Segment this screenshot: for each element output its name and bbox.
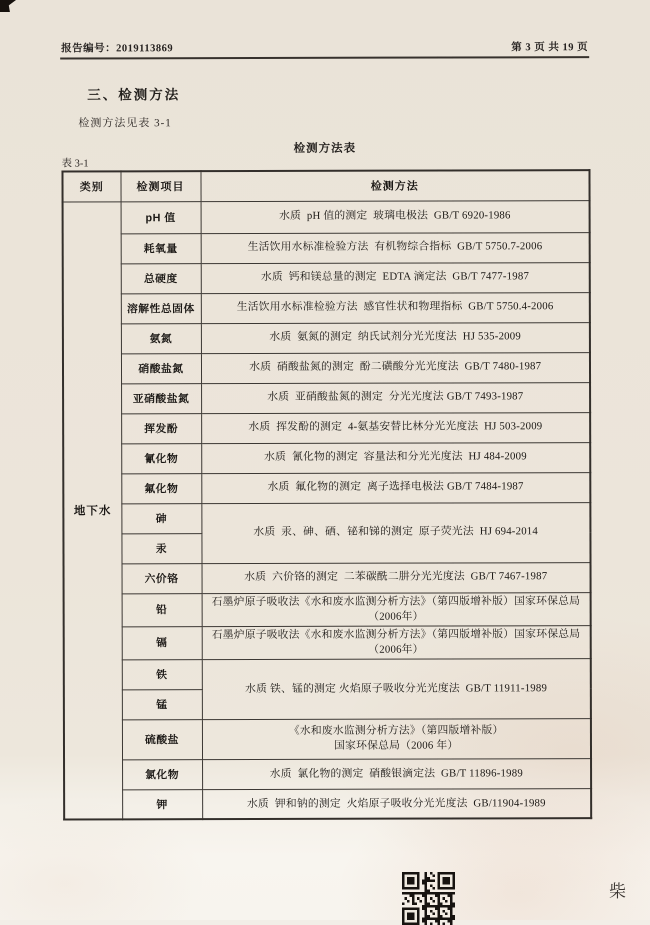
- item-cell: 铁: [122, 660, 202, 690]
- header-row: [62, 170, 589, 201]
- item-cell: pH 值: [121, 201, 201, 233]
- item-cell: 锰: [122, 690, 202, 720]
- item-cell: 镉: [122, 626, 202, 659]
- report-number-value: 2019113869: [116, 43, 174, 55]
- item-cell: 氟化物: [121, 473, 201, 503]
- method-cell: 水质 挥发酚的测定 4-氨基安替比林分光光度法 HJ 503-2009: [201, 412, 590, 443]
- table-row: [64, 562, 591, 593]
- method-cell: 水质 pH 值的测定 玻璃电极法 GB/T 6920-1986: [201, 200, 590, 233]
- table-row: [63, 322, 590, 353]
- item-cell: 砷: [121, 503, 201, 533]
- table-row: [64, 719, 591, 760]
- table-row: [63, 352, 590, 383]
- item-cell: 六价铬: [122, 563, 202, 593]
- item-cell: 铅: [122, 593, 202, 626]
- item-cell: 挥发酚: [121, 413, 201, 443]
- table-title: 检测方法表: [293, 142, 357, 155]
- page-number: 第 3 页 共 19 页: [511, 42, 589, 54]
- qr-code: [402, 872, 455, 925]
- method-cell: 水质 氯化物的测定 硝酸银滴定法 GB/T 11896-1989: [202, 759, 591, 790]
- section-heading: 三、检测方法: [87, 87, 181, 103]
- table-row: [63, 472, 590, 503]
- table-row: [63, 200, 590, 233]
- method-cell: 水质 钾和钠的测定 火焰原子吸收分光光度法 GB/11904-1989: [202, 789, 591, 820]
- method-cell: 《水和废水监测分析方法》（第四版增补版） 国家环保总局（2006 年）: [202, 719, 591, 760]
- item-cell: 亚硝酸盐氮: [121, 383, 201, 413]
- method-cell: 水质 亚硝酸盐氮的测定 分光光度法 GB/T 7493-1987: [201, 382, 590, 413]
- item-cell: 氯化物: [122, 760, 202, 790]
- table-intro: 检测方法见表 3-1: [78, 117, 172, 130]
- table-row: [63, 292, 590, 323]
- table-caption: 表 3-1: [61, 158, 89, 170]
- table-row: [64, 759, 591, 790]
- report-number-label: 报告编号：: [61, 43, 117, 55]
- column-header: 类别: [62, 171, 120, 201]
- methods-table-body: [63, 200, 592, 820]
- table-row: [63, 262, 590, 293]
- table-row: [63, 232, 590, 263]
- table-row: [64, 659, 591, 690]
- method-cell: 水质 铁、锰的测定 火焰原子吸收分光光度法 GB/T 11911-1989: [202, 659, 591, 720]
- table-row: [63, 442, 590, 473]
- method-cell: 水质 氨氮的测定 纳氏试剂分光光度法 HJ 535-2009: [201, 322, 590, 353]
- methods-table: [61, 169, 592, 821]
- table-row: [63, 382, 590, 413]
- method-cell: 生活饮用水标准检验方法 感官性状和物理指标 GB/T 5750.4-2006: [201, 292, 590, 323]
- side-mark: 柴: [609, 882, 627, 901]
- table-row: [63, 412, 590, 443]
- report-number: [61, 40, 173, 55]
- column-header: 检测项目: [120, 171, 200, 201]
- item-cell: 氨氮: [121, 323, 201, 353]
- methods-table-header: [62, 170, 589, 201]
- table-row: [64, 592, 591, 627]
- method-cell: 石墨炉原子吸收法《水和废水监测分析方法》（第四版增补版）国家环保总局（2006年）: [202, 592, 591, 626]
- method-cell: 水质 钙和镁总量的测定 EDTA 滴定法 GB/T 7477-1987: [201, 262, 590, 293]
- table-row: [64, 789, 591, 820]
- item-cell: 氰化物: [121, 443, 201, 473]
- method-cell: 水质 氟化物的测定 离子选择电极法 GB/T 7484-1987: [201, 472, 590, 503]
- method-cell: 水质 硝酸盐氮的测定 酚二磺酸分光光度法 GB/T 7480-1987: [201, 352, 590, 383]
- header-rule: [60, 56, 589, 59]
- item-cell: 耗氧量: [121, 233, 201, 263]
- table-row: [64, 625, 591, 660]
- column-header: 检测方法: [200, 170, 589, 201]
- table-row: [63, 502, 590, 533]
- method-cell: 生活饮用水标准检验方法 有机物综合指标 GB/T 5750.7-2006: [201, 232, 590, 263]
- item-cell: 总硬度: [121, 263, 201, 293]
- item-cell: 硫酸盐: [122, 720, 202, 760]
- item-cell: 汞: [121, 533, 201, 563]
- category-cell: 地下水: [63, 201, 123, 820]
- item-cell: 钾: [122, 790, 202, 820]
- item-cell: 溶解性总固体: [121, 293, 201, 323]
- method-cell: 水质 汞、砷、硒、铋和锑的测定 原子荧光法 HJ 694-2014: [201, 502, 590, 563]
- document-header: [61, 39, 588, 55]
- method-cell: 石墨炉原子吸收法《水和废水监测分析方法》（第四版增补版）国家环保总局（2006年）: [202, 625, 591, 659]
- item-cell: 硝酸盐氮: [121, 353, 201, 383]
- method-cell: 水质 氰化物的测定 容量法和分光光度法 HJ 484-2009: [201, 442, 590, 473]
- method-cell: 水质 六价铬的测定 二苯碳酰二肼分光光度法 GB/T 7467-1987: [202, 562, 591, 593]
